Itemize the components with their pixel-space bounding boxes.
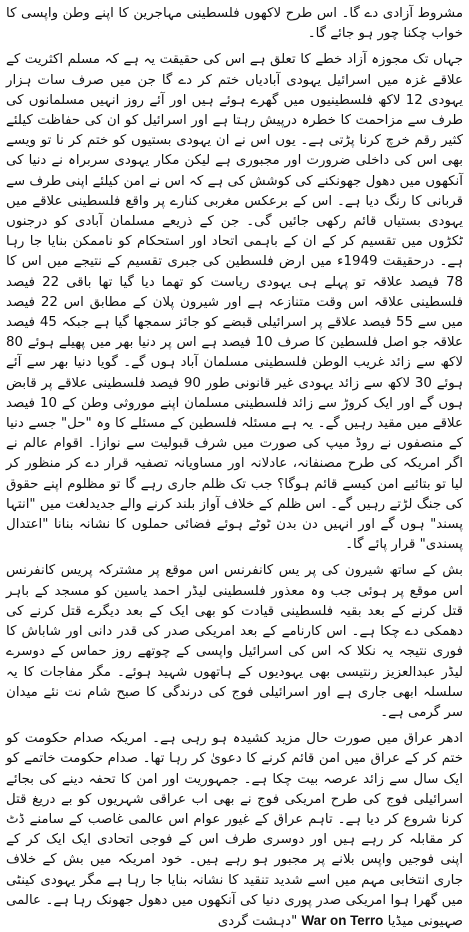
article-paragraph-4 [6, 729, 463, 932]
article-paragraph-3: بش کے ساتھ شیرون کی پر یس کانفرنس اس موقع پر مشترکہ پریس کانفرنس اس موقع پر ہوئی جب وہ معذور فلسطینی لیڈر احمد یاسین کو مسجد کے باہر قتل کرنے کے بعد بقیہ فلسطینی قیادت کو بھی ایک کے بعد دیگرے قتل کرنے کی دھمکی دے چکا ہے۔ اس کارنامے کے بعد امریکی صدر کی قدر دانی اور شاباش کا فوری نتیجہ یہ نکلا کہ اس کی اسرائیل واپسی کے چوتھے روز حماس کے دوسرے لیڈر عبدالعزیز رنتیسی بھی یہودیوں کے ہاتھوں شہید ہوئے۔ مگر مفاجات کا یہ سلسلہ ابھی جاری ہے اور اسرائیلی فوج کی درندگی کا صبح شام نت نئے میدان سر گرمی ہے۔ [6, 563, 463, 720]
terrorism-quote: "دہشت گردی [217, 913, 298, 929]
article-paragraph-2: جہاں تک مجوزہ آزاد خطے کا تعلق ہے اس کی حقیقت یہ ہے کہ مسلم اکثریت کے علاقے غزہ میں اسرائیل یہودی آبادیاں ختم کر دے گا جن میں صرف سات ہزار یہودی 12 لاکھ فلسطینیوں میں گھرے ہوئے ہیں اور آئے روز انہیں مسلمانوں کی طرف سے مزاحمت کا خطرہ درپیش رہتا ہے اور اسرائیل کو ان کی حفاظت کیلئے کثیر رقم خرچ کرنا پڑتی ہے۔ یوں اس نے ان یہودی بستیوں کو ختم کر نا تو ویسے بھی اس کی داخلی ضرورت اور مجبوری ہے لیکن مکار یہودی سربراہ نے دنیا کی آنکھوں میں دھول جھونکنے کی کوشش کی ہے کہ اس نے امن کیلئے اپنی طرف سے قربانی کا رنگ دیا ہے۔ اس کے برعکس مغربی کنارے پر واقع فلسطینی علاقے میں یہودی بستیاں قائم رکھی جائیں گی۔ جن کے ذریعے مسلمان آبادی کو درجنوں ٹکڑوں میں تقسیم کر کے ان کے باہمی اتحاد اور استحکام کو ناممکن بنایا جا رہا ہے۔ درحقیقت 1949ء میں ارض فلسطین کی جبری تقسیم کے نتیجے میں اس کا 78 فیصد علاقہ تو پہلے ہی یہودی ریاست کو تھما دیا گیا تھا باقی 22 فیصد فلسطینی علاقہ اس وقت متنازعہ ہے اور شیرون پلان کے مطابق اس 22 فیصد میں سے 55 فیصد علاقے پر اسرائیلی قبضے کو جائز سمجھا گیا ہے جبکہ 45 فیصد علاقہ جو اصل فلسطین کا صرف 10 فیصد ہے اس پر دنیا بھر میں پھیلے ہوئے 80 لاکھ سے زائد غریب الوطن فلسطینی مسلمان آباد ہوں گے۔ گویا دنیا بھر سے آئے ہوئے 30 لاکھ سے زائد یہودی غیر قانونی طور 90 فیصد فلسطینی علاقے پر قابض ہوں گے اور ایک کروڑ سے زائد فلسطینی مسلمان اپنے موروثی وطن کے 10 فیصد علاقے میں مقید رہیں گے۔ یہ ہے مسئلہ فلسطین کے مسئلے کا وہ "حل" جسے دنیا کے منصفوں نے روڈ میپ کی صورت میں شرف قبولیت سے نوازا۔ اقوام عالم نے اگر امریکہ کی طرح مصنفانہ، عادلانہ اور مساویانہ تصفیہ قرار دے کر منظور کر لیا تو بتائیے امن کیسے قائم ہوگا؟ جب تک ظلم جاری رہے گا تو مظلوم اپنے حقوق کی جنگ لڑتے رہیں گے۔ اس ظلم کے خلاف آواز بلند کرنے والے جدیدلغت میں "انتہا پسند" ہوں گے اور انہیں دن بدن ٹوٹے ہوئے فضائی حملوں کا نشانہ بنانا "اعتدال پسندی" قرار پائے گا۔ [6, 52, 464, 553]
war-on-terror-term: War on Terro [301, 912, 384, 928]
article-paragraph-1: مشروط آزادی دے گا۔ اس طرح لاکھوں فلسطینی مہاجرین کا اپنے وطن واپسی کا خواب چکنا چور ہو جائے گا۔ [6, 6, 463, 42]
article-paragraph-4-text: ادھر عراق میں صورت حال مزید کشیدہ ہو رہی ہے۔ امریکہ صدام حکومت کو ختم کر کے عراق میں امن قائم کرنے کا دعویٰ کر رہا تھا۔ صدام حکومت خاتمے کو ایک سال سے زائد عرصہ بیت چکا ہے۔ جمہوریت اور امن کا تحفہ دینے کی بجائے اسرائیلی فوج کی طرح امریکی فوج نے بھی اب عراقی شہریوں کو بے دریغ قتل کرنا شروع کر دیا ہے۔ تاہم عراق کے غیور عوام اس عالمی غاصب کے سامنے ڈٹ کر مقابلہ کر رہے ہیں اور دوسری طرف اس کے فوجی اتحادی ایک ایک کر کے اپنی فوجیں واپس بلانے پر مجبور ہو رہے ہیں۔ خود امریکہ میں بش کے خلاف جاری انتخابی مہم میں اسے شدید تنقید کا نشانہ بنایا جا رہا ہے مگر یہودی کینٹی میں گھرا ہوا امریکی صدر پوری دنیا کی آنکھوں میں دھول جھونک رہا ہے۔ عالمی صہیونی میڈیا [6, 731, 463, 929]
